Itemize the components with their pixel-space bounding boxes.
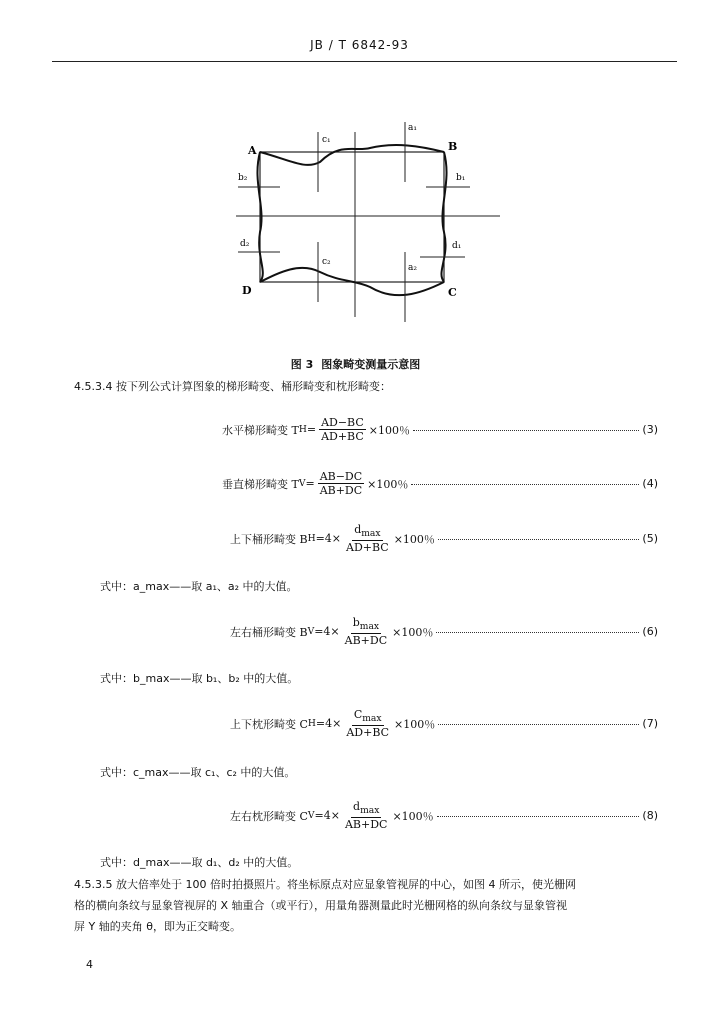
equation-3: 水平梯形畸变 T H = $\frac{AD-BC}{AD+BC}$ ×100％ (3): [222, 416, 658, 443]
note-8: 式中：d_max——取 d₁、d₂ 中的大值。: [100, 856, 299, 869]
label-d2: d₂: [240, 239, 250, 249]
section-4535-line2: 格的横向条纹与显象管视屏的 X 轴重合（或平行），用量角器测量此时光栅网格的纵向条纹与显象管视: [74, 899, 568, 912]
section-4534: 4.5.3.4 按下列公式计算图象的梯形畸变、桶形畸变和枕形畸变：: [74, 380, 391, 393]
note-5: 式中：a_max——取 a₁、a₂ 中的大值。: [100, 580, 298, 593]
document-header: JB / T 6842-93: [310, 38, 409, 52]
header-rule: [52, 61, 677, 62]
page-number: 4: [86, 958, 93, 971]
eq7-label: 上下枕形畸变 C: [230, 717, 308, 731]
note-6: 式中：b_max——取 b₁、b₂ 中的大值。: [100, 672, 299, 685]
label-B: B: [448, 140, 458, 153]
label-a2: a₂: [408, 263, 417, 273]
figure-caption: [0, 356, 719, 372]
label-C: C: [448, 286, 457, 299]
label-D: D: [242, 284, 252, 297]
eq6-label: 左右桶形畸变 B: [230, 625, 308, 639]
equation-8: 左右枕形畸变 C V =4× $\frac{d_{max}}{AB+DC}$ ×100％ (8): [230, 800, 658, 832]
label-A: A: [248, 144, 257, 157]
equation-7: 上下枕形畸变 C H =4× $\frac{C_{max}}{AD+BC}$ ×100％ (7): [230, 708, 658, 740]
note-7: 式中：c_max——取 c₁、c₂ 中的大值。: [100, 766, 296, 779]
equation-5: 上下桶形畸变 B H =4× $\frac{d_{max}}{AD+BC}$ ×100％ (5): [230, 523, 658, 555]
distorted-top-edge: [260, 145, 444, 165]
equation-4: 垂直梯形畸变 T V = $\frac{AB-DC}{AB+DC}$ ×100％ (4): [222, 470, 658, 497]
section-4535-line3: 屏 Y 轴的夹角 θ，即为正交畸变。: [74, 920, 241, 933]
caption-number: 图 3: [290, 358, 314, 371]
label-c1: c₁: [322, 135, 331, 145]
eq4-label: 垂直梯形畸变 T: [222, 477, 299, 491]
label-a1: a₁: [408, 123, 417, 133]
caption-text: 图象畸变测量示意图: [321, 358, 421, 371]
eq5-label: 上下桶形畸变 B: [230, 532, 308, 546]
label-b2: b₂: [238, 173, 248, 183]
distortion-figure: [230, 112, 520, 332]
eq3-label: 水平梯形畸变 T: [222, 423, 299, 437]
section-4535-line1: 4.5.3.5 放大倍率处于 100 倍时拍摄照片。将坐标原点对应显象管视屏的中心，如图 4 所示，使光栅网: [74, 878, 576, 891]
equation-6: 左右桶形畸变 B V =4× $\frac{b_{max}}{AB+DC}$ ×100％ (6): [230, 616, 658, 648]
label-c2: c₂: [322, 257, 331, 267]
label-b1: b₁: [456, 173, 466, 183]
eq8-label: 左右枕形畸变 C: [230, 809, 308, 823]
label-d1: d₁: [452, 241, 462, 251]
